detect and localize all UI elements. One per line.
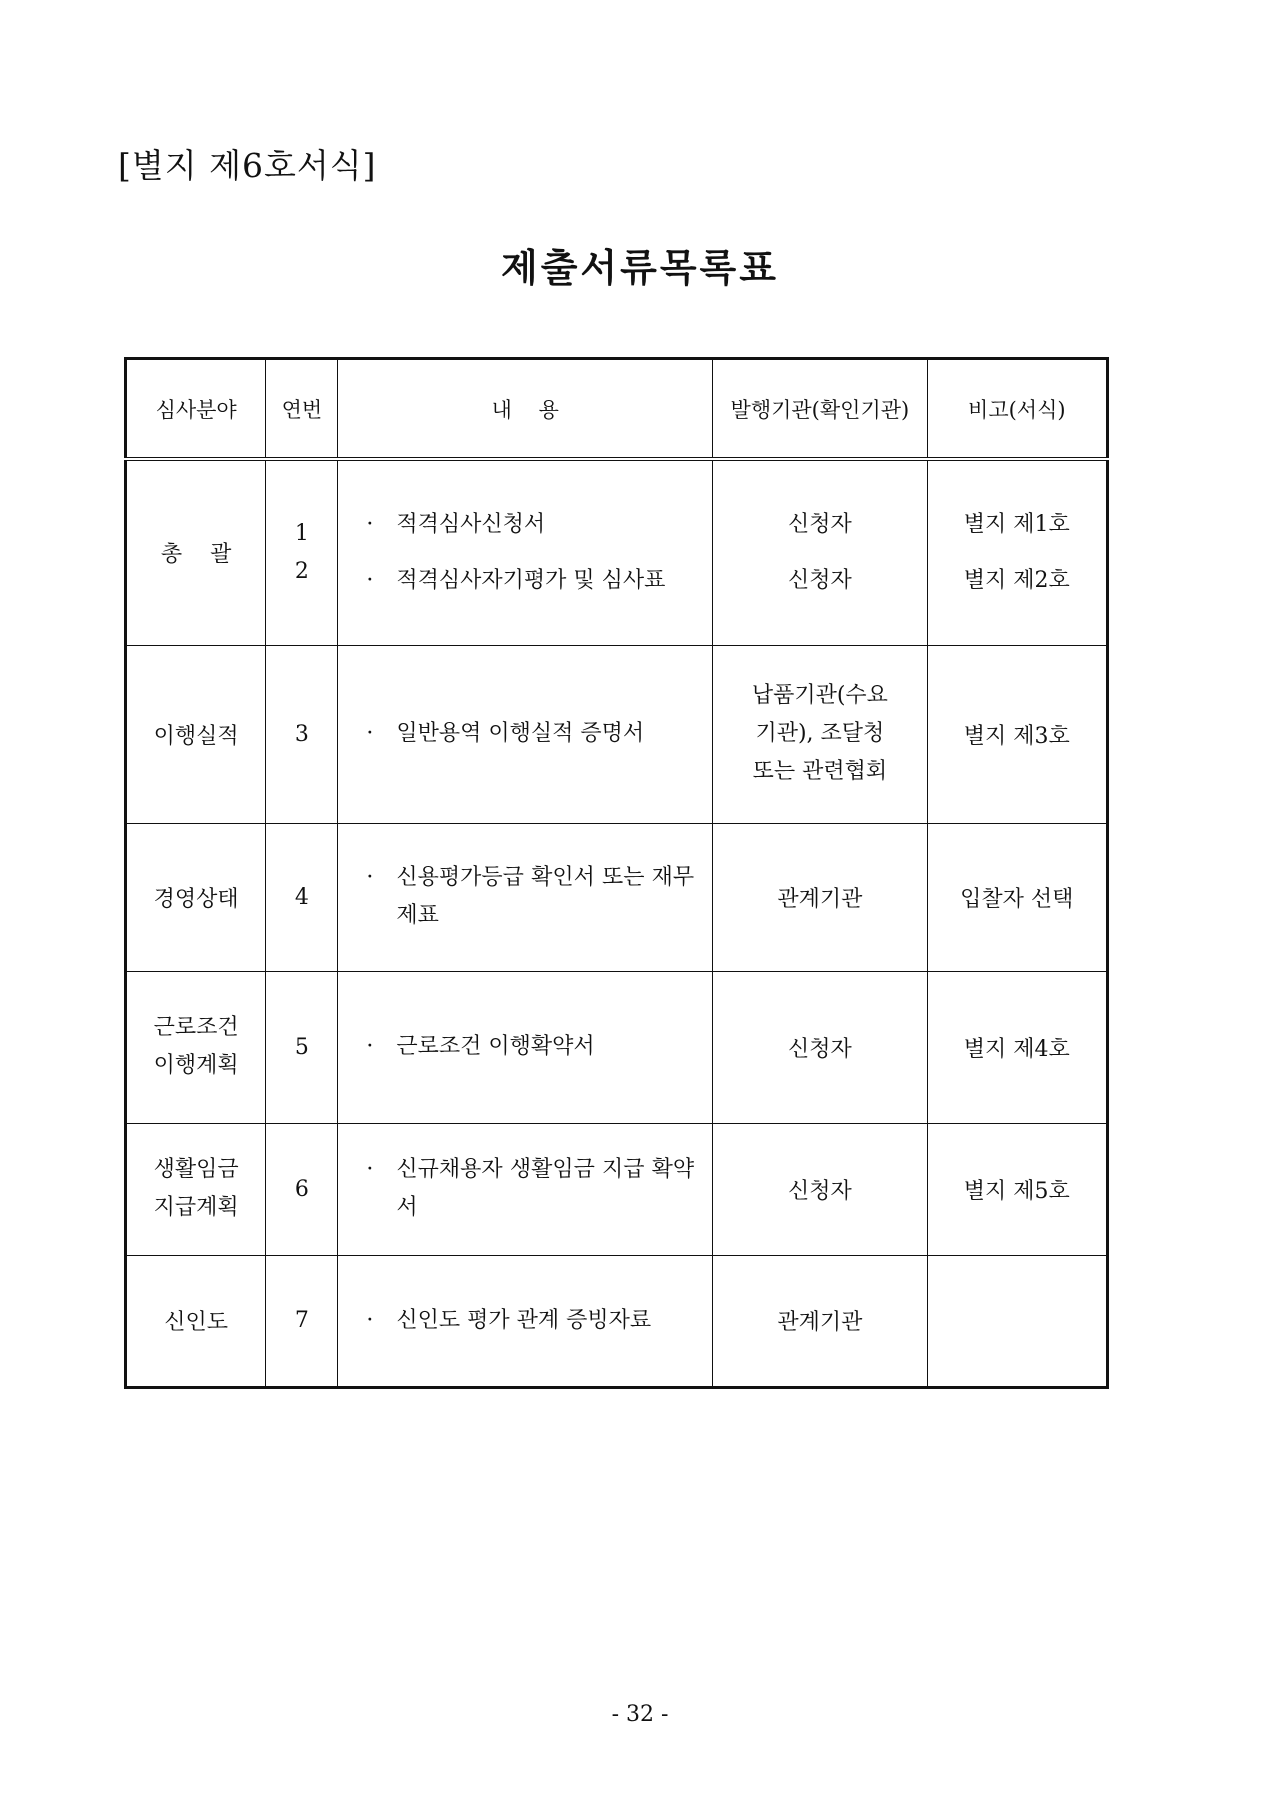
field-cell [126,823,266,971]
note-cell [927,823,1107,971]
bullet: · [366,1034,374,1059]
field-label: 총 괄 [160,542,232,568]
list-item [366,715,694,753]
header-content: 내 용 [338,359,713,460]
item-text: 근로조건 이행확약서 [396,1034,595,1059]
content-cell [338,1123,713,1255]
item-text: 신용평가등급 확인서 또는 재무제표 [396,865,695,928]
page-number: - 32 - [611,1702,669,1727]
field-label: 신인도 [164,1310,229,1335]
bullet: · [366,865,374,890]
table-row [126,823,1108,971]
header-number: 연번 [266,359,338,460]
issuer-cell [713,1255,927,1387]
bullet: · [366,1307,374,1333]
field-label: 이행계획 [153,1053,239,1078]
note-cell [927,1123,1107,1255]
table-row [126,1255,1108,1387]
number-value: 1 [294,520,309,546]
list-item [366,506,694,544]
item-text: 적격심사자기평가 및 심사표 [396,567,666,593]
field-label: 근로조건 [153,1015,239,1040]
item-text: 일반용역 이행실적 증명서 [396,721,645,746]
number-cell [266,1123,338,1255]
note-text: 별지 제2호 [963,567,1070,593]
issuer-cell [713,1123,927,1255]
number-value: 3 [294,721,309,747]
note-cell [927,971,1107,1123]
list-item [366,859,694,935]
table-header-row [126,359,1108,460]
list-item [366,1151,694,1227]
bullet: · [366,1157,374,1182]
number-value: 2 [294,558,309,584]
issuer-cell [713,823,927,971]
table-row [126,645,1108,823]
issuer-text: 관계기관 [777,1310,863,1335]
number-cell [266,823,338,971]
number-cell [266,459,338,645]
number-value: 7 [294,1308,309,1333]
document-title: 제출서류목록표 [501,245,779,290]
field-label: 이행실적 [153,723,239,749]
bullet: · [366,567,374,593]
field-label: 경영상태 [153,886,239,912]
item-text: 신인도 평가 관계 증빙자료 [396,1307,652,1333]
note-text: 별지 제4호 [963,1036,1070,1062]
field-label: 생활임금 [153,1157,239,1182]
table-row [126,1123,1108,1255]
content-cell [338,459,713,645]
content-cell [338,645,713,823]
number-cell [266,645,338,823]
issuer-text: 또는 관련협회 [752,759,888,784]
issuer-text: 기관), 조달청 [755,721,885,746]
issuer-text: 신청자 [788,1036,852,1062]
note-cell [927,1255,1107,1387]
note-cell [927,645,1107,823]
table-row [126,971,1108,1123]
content-cell [338,971,713,1123]
number-value: 5 [294,1034,309,1060]
field-label: 지급계획 [153,1195,239,1220]
number-value: 6 [294,1176,309,1202]
note-cell [927,459,1107,645]
form-label: [별지 제6호서식] [118,146,377,185]
issuer-cell [713,971,927,1123]
issuer-cell [713,645,927,823]
issuer-text: 관계기관 [777,886,863,912]
bullet: · [366,511,374,537]
issuer-text: 신청자 [788,1178,852,1204]
header-issuer: 발행기관(확인기관) [713,359,927,460]
note-text: 입찰자 선택 [960,886,1074,912]
field-cell [126,971,266,1123]
issuer-text: 납품기관(수요 [751,683,888,708]
field-cell [126,1255,266,1387]
bullet: · [366,721,374,746]
content-cell [338,1255,713,1387]
item-text: 적격심사신청서 [396,511,546,537]
table-row [126,459,1108,645]
field-cell [126,459,266,645]
number-value: 4 [294,884,309,910]
issuer-text: 신청자 [788,511,852,537]
list-item [366,1028,694,1066]
number-cell [266,971,338,1123]
submission-documents-table [124,357,1109,1389]
issuer-text: 신청자 [788,567,852,593]
note-text: 별지 제3호 [963,723,1070,749]
field-cell [126,645,266,823]
number-cell [266,1255,338,1387]
content-cell [338,823,713,971]
header-note: 비고(서식) [927,359,1107,460]
header-field: 심사분야 [126,359,266,460]
list-item [366,562,694,600]
list-item [366,1302,694,1340]
note-text: 별지 제5호 [963,1178,1070,1204]
field-cell [126,1123,266,1255]
note-text: 별지 제1호 [963,511,1070,537]
issuer-cell [713,459,927,645]
item-text: 신규채용자 생활임금 지급 확약서 [396,1157,695,1220]
